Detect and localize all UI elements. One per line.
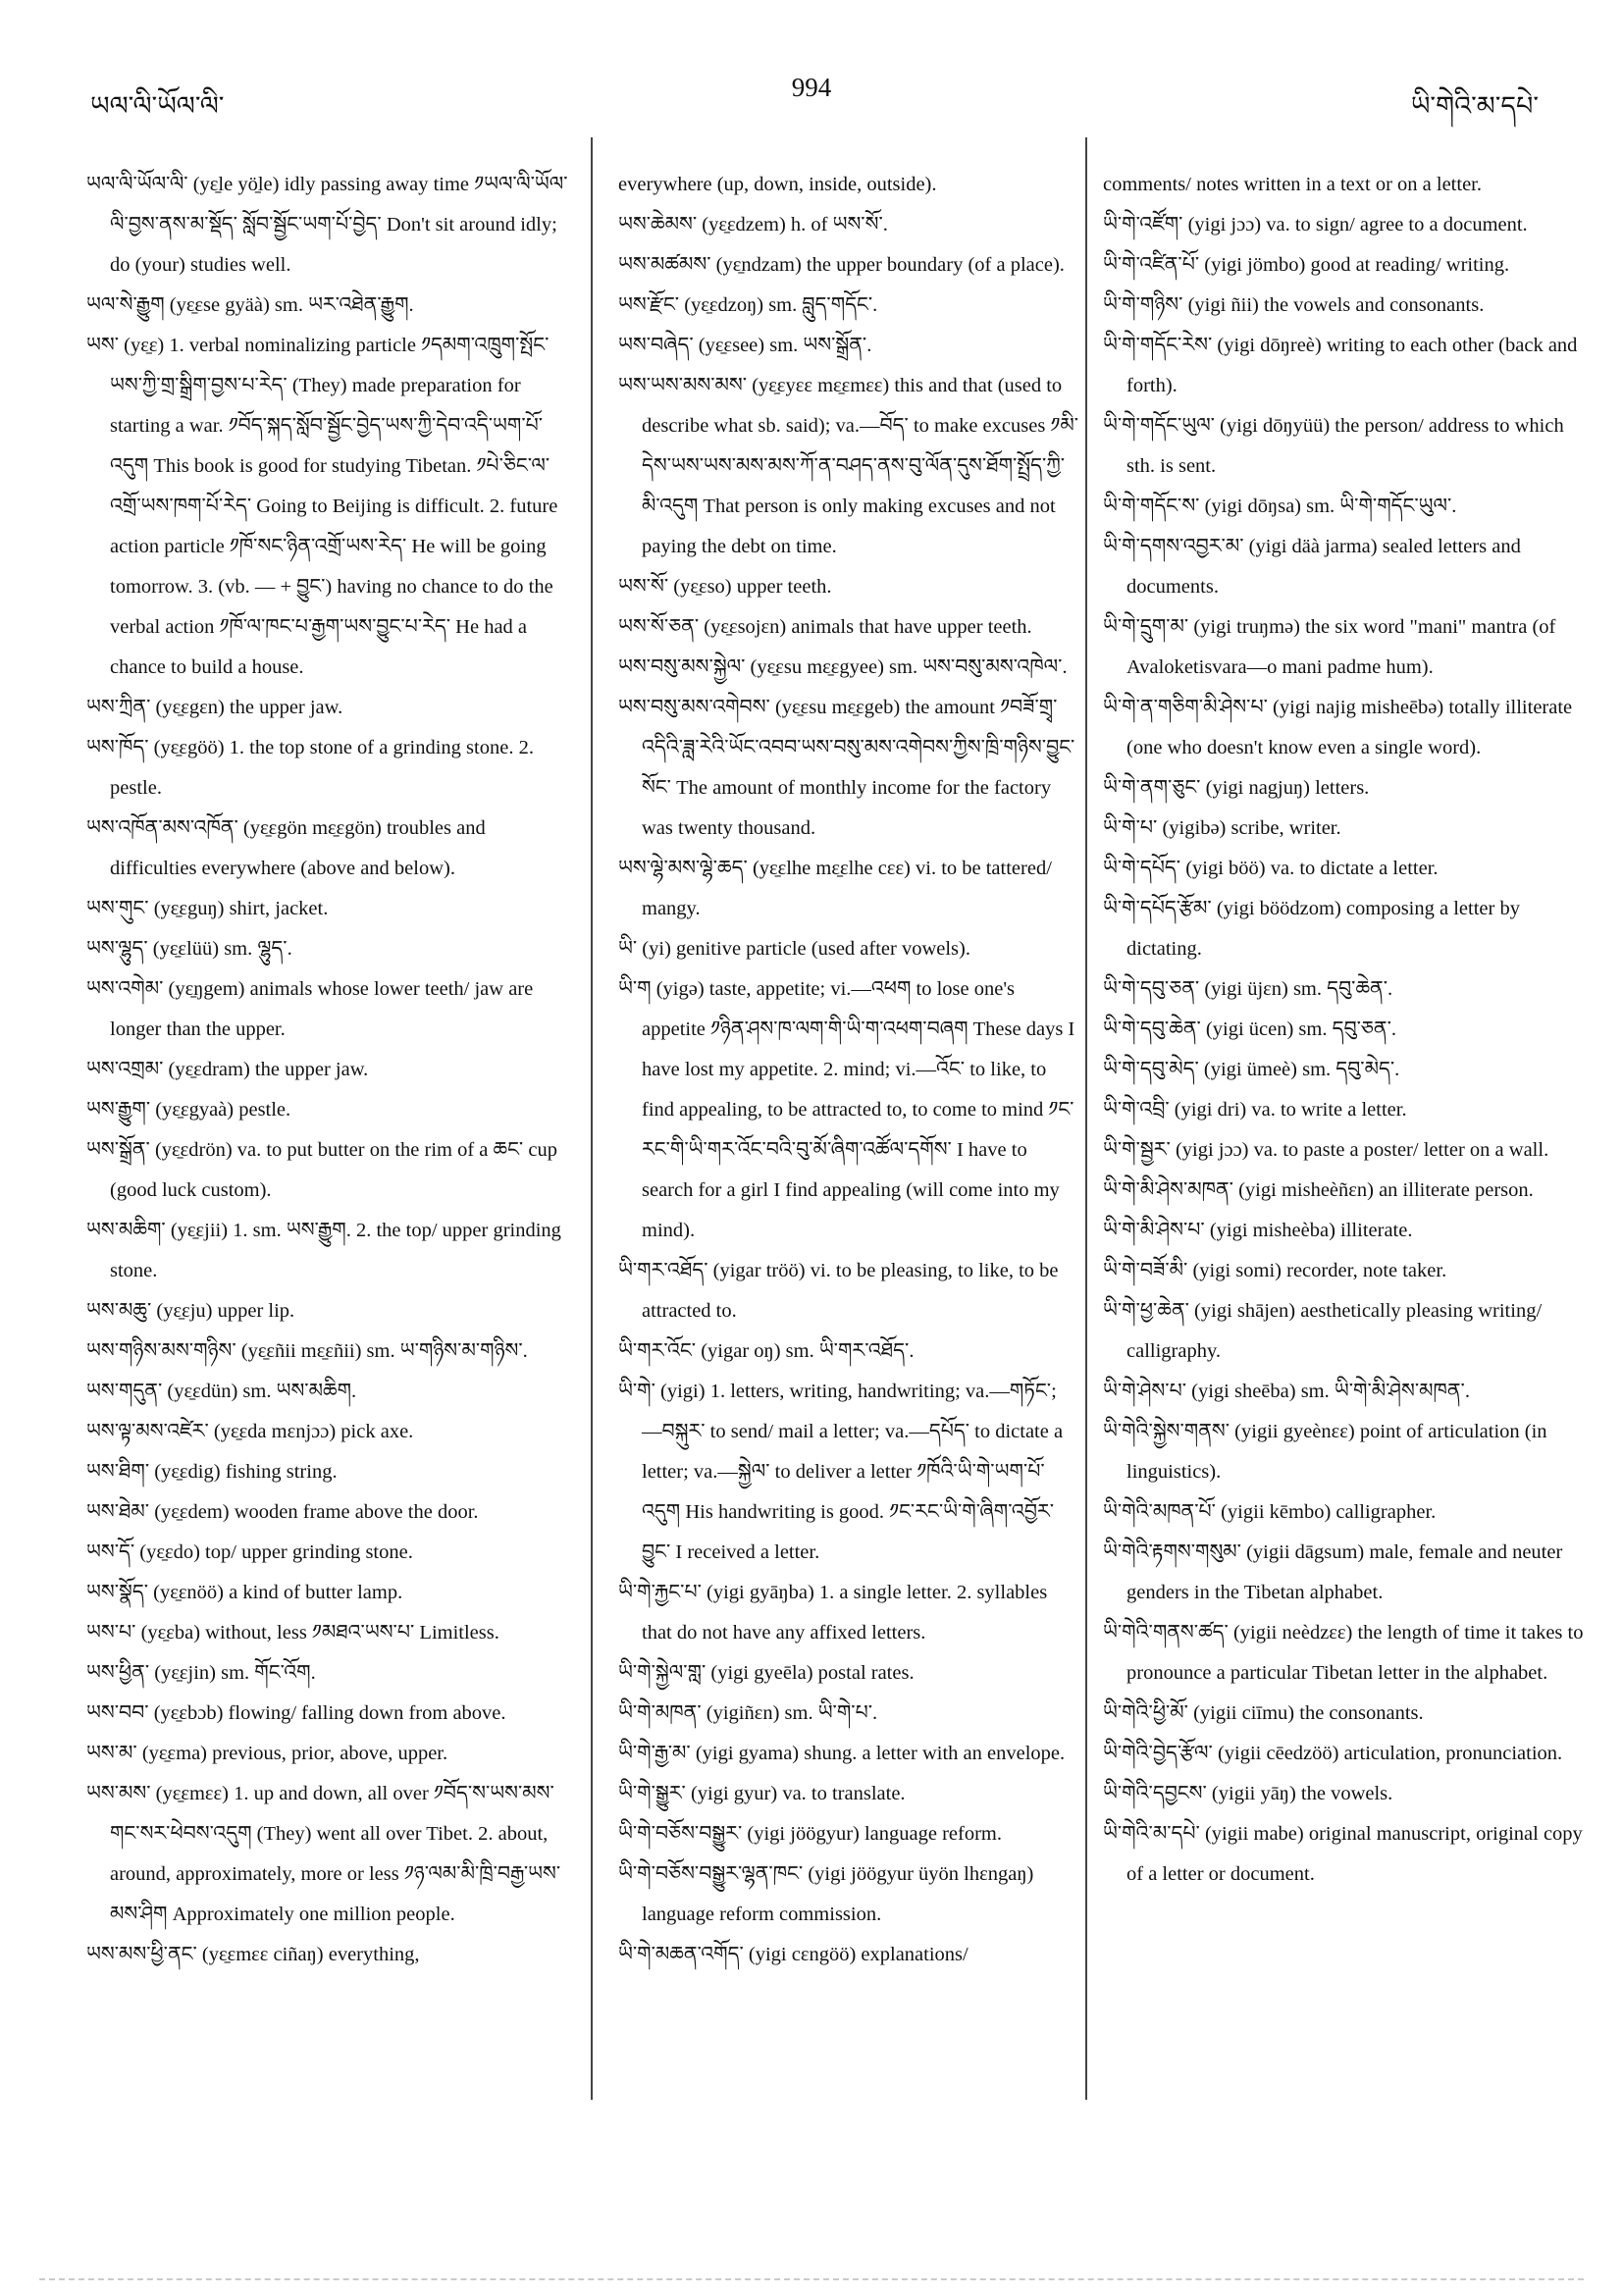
column-divider-left	[591, 137, 593, 2100]
entry: ཡི་གེ་དབུ་ཅན་ (yigi üjɛn) sm. དབུ་ཆེན་.	[1103, 978, 1393, 1000]
entry: ཡས་བསུ་མས་འགེབས་ (yɛ̱ɛsu mɛ̱ɛgeb) the amount ༡བཟོ་གྲྭ་འདིའི་ཟླ་རེའི་ཡོང་འབབ་ཡས་བསུ་མས་འགེབས་ཀྱིས་ཁྲི་གཉིས་བྱུང་སོང་ The amount of monthly income for the factory was twenty thousand.	[618, 697, 1075, 839]
entry: ཡས་རྒྱུག་ (yɛ̱ɛgyaà) pestle.	[86, 1099, 291, 1121]
entry: ཡས་འགེམ་ (yɛ̱ŋgem) animals whose lower teeth/ jaw are longer than the upper.	[86, 978, 534, 1040]
entry: ཡི་གེ་བཟོ་མི་ (yigi somi) recorder, note taker.	[1103, 1260, 1447, 1281]
entry: ཡས་ཐིག་ (yɛ̱ɛdig) fishing string.	[86, 1461, 338, 1483]
entry: ཡི་གེའི་མཁན་པོ་ (yigii kēmbo) calligrapher.	[1103, 1501, 1437, 1523]
entry: ཡས་ལྷེ་མས་ལྷེ་ཆད་ (yɛ̱ɛlhe mɛ̱ɛlhe cɛɛ) vi. to be tattered/ mangy.	[618, 858, 1052, 919]
entry: ཡས་ཀྲིན་ (yɛ̱ɛgɛn) the upper jaw.	[86, 697, 343, 718]
entry: ཡི་གེ་འཛོག་ (yigi jɔɔ) va. to sign/ agree to a document.	[1103, 214, 1528, 235]
entry: ཡས་སྒྲོན་ (yɛ̱ɛdrön) va. to put butter on the rim of a ཆང་ cup (good luck custom).	[86, 1139, 557, 1201]
page-number: 994	[791, 73, 832, 102]
entry: ཡི་གེ་ཤེས་པ་ (yigi sheēba) sm. ཡི་གེ་མི་ཤེས་མཁན་.	[1103, 1381, 1470, 1402]
entry: ཡས་གདུན་ (yɛ̱ɛdün) sm. ཡས་མཆིག.	[86, 1381, 357, 1402]
entry: ཡི་གེ་གདོང་ས་ (yigi dōŋsa) sm. ཡི་གེ་གདོང་ཡུལ་.	[1103, 496, 1457, 517]
entry: ཡི་གེ་བཅོས་བསྒྱུར་ལྷན་ཁང་ (yigi jöögyur üyön lhɛngaŋ) language reform commission.	[618, 1863, 1034, 1925]
entry: ཡི་གེ་གདོང་ཡུལ་ (yigi dōŋyüü) the person/ address to which sth. is sent.	[1103, 415, 1564, 477]
dictionary-column-1	[86, 165, 575, 1975]
entry: ཡས་ལྟ་མས་འཛེར་ (yɛ̱ɛda mɛnjɔɔ) pick axe.	[86, 1421, 414, 1442]
entry: ཡི་གེ་དྲུག་མ་ (yigi truŋmə) the six word "mani" mantra (of Avaloketisvara—o mani padme hum).	[1103, 616, 1556, 678]
entry: everywhere (up, down, inside, outside).	[618, 174, 937, 195]
entry: ཡི་གེའི་གནས་ཚད་ (yigii neèdzɛɛ) the length of time it takes to pronounce a particular Tibetan letter in the alphabet.	[1103, 1622, 1584, 1684]
entry: ཡས་འཁོན་མས་འཁོན་ (yɛ̱ɛgön mɛ̱ɛgön) troubles and difficulties everywhere (above and below).	[86, 817, 486, 879]
header-right-guideword: ཡི་གེའི་མ་དཔེ་	[1410, 91, 1539, 121]
entry: ཡི་གེ་མི་ཤེས་མཁན་ (yigi misheèñɛn) an illiterate person.	[1103, 1179, 1534, 1201]
dictionary-column-2	[618, 165, 1079, 1975]
entry: ཡས་པ་ (yɛ̱ɛba) without, less ༡མཐའ་ཡས་པ་ Limitless.	[86, 1622, 499, 1644]
entry: ཡི་གེ་བཅོས་བསྒྱུར་ (yigi jöögyur) language reform.	[618, 1823, 1002, 1845]
entry: ཡས་ཐེམ་ (yɛ̱ɛdem) wooden frame above the door.	[86, 1501, 479, 1523]
entry: comments/ notes written in a text or on a letter.	[1103, 174, 1482, 195]
entry: ཡས་མས་ཕྱི་ནང་ (yɛ̱ɛmɛɛ ciñaŋ) everything,	[86, 1944, 420, 1965]
entry: ཡས་དོ་ (yɛ̱ɛdo) top/ upper grinding stone.	[86, 1541, 413, 1563]
entry: ཡི་གེ་དབུ་མེད་ (yigi ümeè) sm. དབུ་མེད་.	[1103, 1059, 1400, 1080]
entry: ཡས་མཆིག་ (yɛ̱ɛjii) 1. sm. ཡས་རྒྱུག. 2. the top/ upper grinding stone.	[86, 1220, 561, 1281]
entry: ཡི་ག (yigə) taste, appetite; vi.—འཕག to lose one's appetite ༡ཉིན་ཤས་ཁ་ལག་གི་ཡི་ག་འཕག་བཞག These days I have lost my appetite. 2. mind; vi.—འོང་ to like, to find appealing, to be attracted to, to come to mind ༡ང་རང་གི་ཡི་གར་འོང་བའི་བུ་མོ་ཞིག་འཚོལ་དགོས་ I have to search for a girl I find appealing (will come into my mind).	[618, 978, 1075, 1241]
entry: ཡི་ (yi) genitive particle (used after vowels).	[618, 938, 970, 960]
header-left-guideword: ཡལ་ལི་ཡོལ་ལི་	[90, 91, 225, 121]
entry: ཡི་གེ་མི་ཤེས་པ་ (yigi misheèba) illiterate.	[1103, 1220, 1413, 1241]
entry: ཡི་གེ་འབྲི་ (yigi dri) va. to write a letter.	[1103, 1099, 1407, 1121]
entry: ཡི་གེ་གདོང་རེས་ (yigi dōŋreè) writing to each other (back and forth).	[1103, 335, 1578, 396]
entry: ཡི་གེ་ནག་ཅུང་ (yigi nagjuŋ) letters.	[1103, 777, 1370, 799]
entry: ཡི་གར་འོང་ (yigar oŋ) sm. ཡི་གར་འཐོད་.	[618, 1340, 915, 1362]
entry: ཡི་གེ་དཔོད་ (yigi böö) va. to dictate a letter.	[1103, 858, 1439, 879]
dictionary-column-3	[1103, 165, 1592, 1895]
entry: ཡས་མས་ (yɛ̱ɛmɛɛ) 1. up and down, all over ༡བོད་ས་ཡས་མས་གང་སར་ཕེབས་འདུག (They) went all over Tibet. 2. about, around, approximately, more or less ༡ཉ་ལམ་མི་ཁྲི་བརྒྱ་ཡས་མས་ཤིག Approximately one million people.	[86, 1783, 561, 1925]
entry: ཡི་གེ་ཕྱ་ཆེན་ (yigi shājen) aesthetically pleasing writing/ calligraphy.	[1103, 1300, 1543, 1362]
entry: ཡི་གེ་ན་གཅིག་མི་ཤེས་པ་ (yigi najig misheēbə) totally illiterate (one who doesn't know even a single word).	[1103, 697, 1573, 758]
entry: ཡས་ཡས་མས་མས་ (yɛ̱ɛyɛɛ mɛ̱ɛmɛɛ) this and that (used to describe what sb. said); va.—བོད་ to make excuses ༡མི་དེས་ཡས་ཡས་མས་མས་ཀོ་ན་བཤད་ནས་བུ་ལོན་དུས་ཐོག་སྤྲོད་ཀྱི་མི་འདུག That person is only making excuses and not paying the debt on time.	[618, 375, 1079, 557]
entry: ཡི་གེའི་ཕྱི་མོ་ (yigii ciīmu) the consonants.	[1103, 1702, 1424, 1724]
entry: ཡས་ཁོད་ (yɛ̱ɛgöö) 1. the top stone of a grinding stone. 2. pestle.	[86, 737, 534, 799]
entry: ཡི་གེ་པ་ (yigibə) scribe, writer.	[1103, 817, 1341, 839]
entry: ཡས་གུང་ (yɛ̱ɛguŋ) shirt, jacket.	[86, 898, 329, 919]
entry: ཡི་གེའི་དབྱངས་ (yigii yāŋ) the vowels.	[1103, 1783, 1393, 1804]
entry: ཡི་གེ་རྒྱ་མ་ (yigi gyama) shung. a letter with an envelope.	[618, 1743, 1066, 1764]
entry: ཡི་གེ་རྐྱང་པ་ (yigi gyāŋba) 1. a single letter. 2. syllables that do not have any affixed letters.	[618, 1582, 1048, 1644]
entry: ཡས་ (yɛ̱ɛ) 1. verbal nominalizing particle ༡དམག་འཁྲུག་སྤོང་ཡས་ཀྱི་གྲ་སྒྲིག་བྱས་པ་རེད་ (They) made preparation for starting a war. ༡བོད་སྐད་སློབ་སྦྱོང་བྱེད་ཡས་ཀྱི་དེབ་འདི་ཡག་པོ་འདུག This book is good for studying Tibetan. ༡པེ་ཅིང་ལ་འགྲོ་ཡས་ཁག་པོ་རེད་ Going to Beijing is difficult. 2. future action particle ༡ཁོ་སང་ཉིན་འགྲོ་ཡས་རེད་ He will be going tomorrow. 3. (vb. — + བྱུང་) having no chance to do the verbal action ༡ཁོ་ལ་ཁང་པ་རྒྱག་ཡས་བྱུང་པ་རེད་ He had a chance to build a house.	[86, 335, 558, 678]
entry: ཡི་གེའི་རྟགས་གསུམ་ (yigii dāgsum) male, female and neuter genders in the Tibetan alphabet.	[1103, 1541, 1563, 1603]
entry: ཡས་སྣོད་ (yɛ̱ɛnöö) a kind of butter lamp.	[86, 1582, 403, 1603]
entry: ཡས་མ་ (yɛ̱ɛma) previous, prior, above, upper.	[86, 1743, 448, 1764]
entry: ཡས་བསུ་མས་སྐྱེལ་ (yɛ̱ɛsu mɛ̱ɛgyee) sm. ཡས་བསུ་མས་འཁེལ་.	[618, 656, 1068, 678]
entry: ཡི་གེ་དགས་འབྱར་མ་ (yigi däà jarma) sealed letters and documents.	[1103, 536, 1521, 598]
entry: ཡས་གཉིས་མས་གཉིས་ (yɛ̱ɛñii mɛ̱ɛñii) sm. ཡ་གཉིས་མ་གཉིས་.	[86, 1340, 528, 1362]
entry: ཡལ་ལི་ཡོལ་ལི་ (yɛ̱le yö̱le) idly passing away time ༡ཡལ་ལི་ཡོལ་ལི་བྱས་ནས་མ་སྡོད་ སློབ་སྦྱོང་ཡག་པོ་བྱེད་ Don't sit around idly; do (your) studies well.	[86, 174, 568, 276]
entry: ཡི་གེ་མཁན་ (yigiñɛn) sm. ཡི་གེ་པ་.	[618, 1702, 878, 1724]
entry: ཡས་ཕྱིན་ (yɛ̱ɛjin) sm. གོང་འོག.	[86, 1662, 316, 1684]
entry: ཡི་གེ་སྒྱུར་ (yigi gyur) va. to translate.	[618, 1783, 906, 1804]
entry: ཡས་མཚམས་ (yɛ̱ndzam) the upper boundary (of a place).	[618, 254, 1065, 276]
entry: ཡི་གེ་ (yigi) 1. letters, writing, handwriting; va.—གཏོང་; —བསྐུར་ to send/ mail a letter; va.—དཔོད་ to dictate a letter; va.—སྐྱེལ་ to deliver a letter ༡ཁོའི་ཡི་གེ་ཡག་པོ་འདུག His handwriting is good. ༡ང་རང་ཡི་གེ་ཞིག་འབྱོར་བྱུང་ I received a letter.	[618, 1381, 1064, 1563]
entry: ཡལ་སེ་རྒྱུག (yɛ̱ɛse gyäà) sm. ཡར་འཐེན་རྒྱུག.	[86, 294, 414, 316]
entry: ཡས་སོ་ཅན་ (yɛ̱ɛsojɛn) animals that have upper teeth.	[618, 616, 1032, 638]
entry: ཡི་གེ་དབུ་ཆེན་ (yigi ücen) sm. དབུ་ཅན་.	[1103, 1018, 1397, 1040]
entry: ཡི་གེ་སྦྱར་ (yigi jɔɔ) va. to paste a poster/ letter on a wall.	[1103, 1139, 1549, 1161]
entry: ཡས་འགྲམ་ (yɛ̱ɛdram) the upper jaw.	[86, 1059, 369, 1080]
entry: ཡི་གེ་གཉིས་ (yigi ñii) the vowels and consonants.	[1103, 294, 1485, 316]
entry: ཡས་བཞེད་ (yɛ̱ɛsee) sm. ཡས་སྒྲོན་.	[618, 335, 872, 356]
entry: ཡི་གེ་སྐྱེལ་གླ་ (yigi gyeēla) postal rates.	[618, 1662, 915, 1684]
entry: ཡི་གེ་མཆན་འགོད་ (yigi cɛngöö) explanations/	[618, 1944, 969, 1965]
column-divider-right	[1085, 137, 1087, 2100]
entry: ཡི་གེའི་སྐྱེས་གནས་ (yigii gyeènɛɛ) point of articulation (in linguistics).	[1103, 1421, 1547, 1483]
entry: ཡི་གེ་འཛིན་པོ་ (yigi jömbo) good at reading/ writing.	[1103, 254, 1510, 276]
page-bottom-edge-scan-artifact	[39, 2278, 1584, 2280]
entry: ཡི་གེ་དཔོད་རྩོམ་ (yigi böödzom) composing a letter by dictating.	[1103, 898, 1520, 960]
entry: ཡས་ལྷུད་ (yɛ̱ɛlüü) sm. ལྷུད་.	[86, 938, 292, 960]
entry: ཡས་རྫོང་ (yɛ̱ɛdzoŋ) sm. བླུད་གདོང་.	[618, 294, 878, 316]
entry: ཡི་གར་འཐོད་ (yigar tröö) vi. to be pleasing, to like, to be attracted to.	[618, 1260, 1059, 1322]
entry: ཡས་སོ་ (yɛ̱ɛso) upper teeth.	[618, 576, 832, 598]
entry: ཡས་མཆུ་ (yɛ̱ɛju) upper lip.	[86, 1300, 295, 1322]
entry: ཡས་བབ་ (yɛ̱ɛbɔb) flowing/ falling down from above.	[86, 1702, 506, 1724]
entry: ཡི་གེའི་བྱེད་རྩོལ་ (yigii cēedzöö) articulation, pronunciation.	[1103, 1743, 1563, 1764]
entry: ཡས་ཆེམས་ (yɛ̱ɛdzem) h. of ཡས་སོ་.	[618, 214, 888, 235]
entry: ཡི་གེའི་མ་དཔེ་ (yigii mabe) original manuscript, original copy of a letter or document.	[1103, 1823, 1583, 1885]
